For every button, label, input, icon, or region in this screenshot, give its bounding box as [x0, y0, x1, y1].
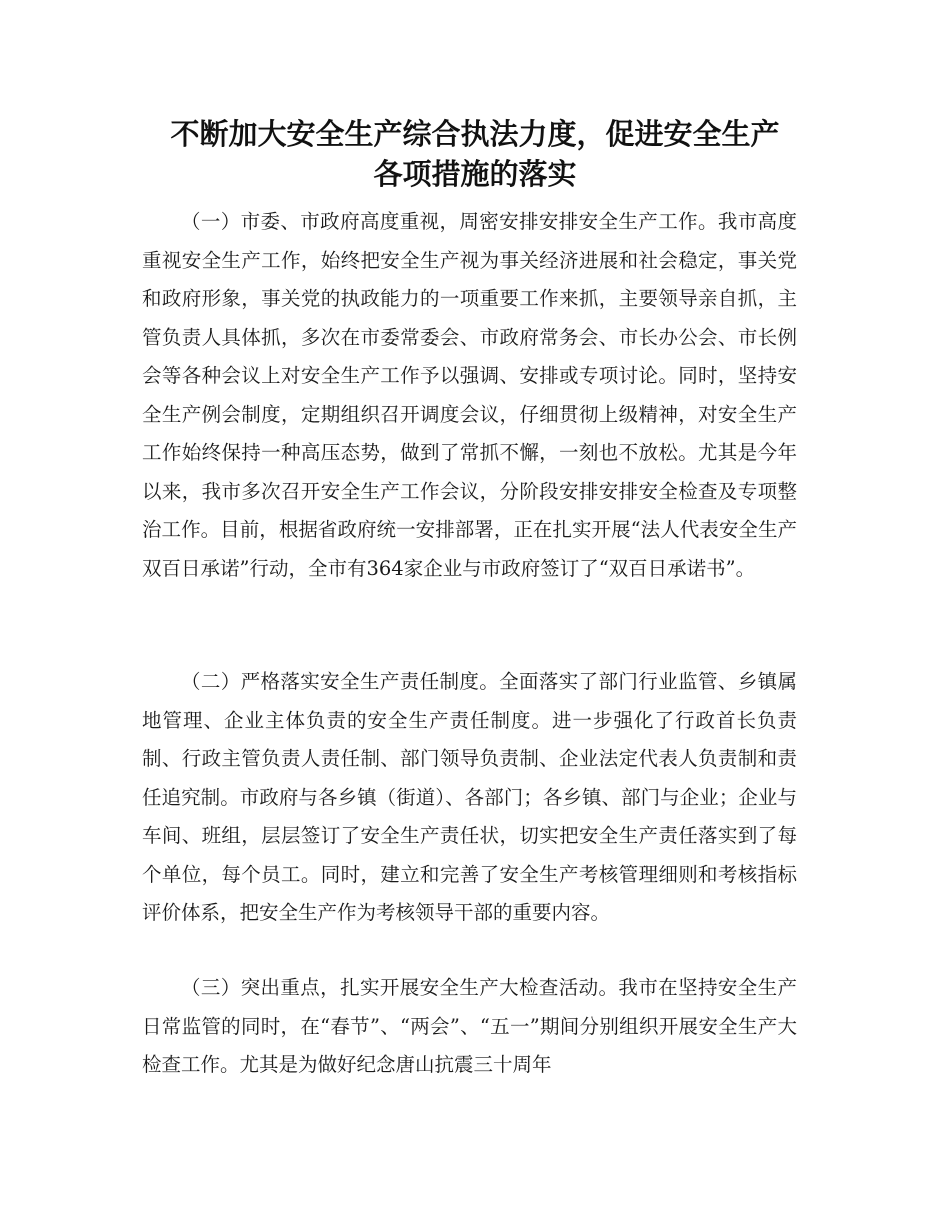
document-title-line-2: 各项措施的落实 — [373, 157, 577, 191]
paragraph-2: （二）严格落实安全生产责任制度。全面落实了部门行业监管、乡镇属地管理、企业主体负责的安全生产责任制度。进一步强化了行政首长负责制、行政主管负责人责任制、部门领导负责制、企业法定代表人负责制和责任追究制。市政府与各乡镇（街道）、各部门；各乡镇、部门与企业；企业与车间、班组，层层签订了安全生产责任状，切实把安全生产责任落实到了每个单位，每个员工。同时，建立和完善了安全生产考核管理细则和考核指标评价体系，把安全生产作为考核领导干部的重要内容。 — [142, 670, 797, 924]
document-title-line-1: 不断加大安全生产综合执法力度，促进安全生产 — [170, 117, 780, 151]
paragraph-1: （一）市委、市政府高度重视，周密安排安排安全生产工作。我市高度重视安全生产工作，始终把安全生产视为事关经济进展和社会稳定，事关党和政府形象，事关党的执政能力的一项重要工作来抓，主要领导亲自抓，主管负责人具体抓，多次在市委常委会、市政府常务会、市长办公会、市长例会等各种会议上对安全生产工作予以强调、安排或专项讨论。同时，坚持安全生产例会制度，定期组织召开调度会议，仔细贯彻上级精神，对安全生产工作始终保持一种高压态势，做到了常抓不懈，一刻也不放松。尤其是今年以来，我市多次召开安全生产工作会议，分阶段安排安排安全检查及专项整治工作。目前，根据省政府统一安排部署，正在扎实开展“法人代表安全生产双百日承诺”行动，全市有364家企业与市政府签订了“双百日承诺书”。 — [142, 210, 797, 580]
paragraph-3: （三）突出重点，扎实开展安全生产大检查活动。我市在坚持安全生产日常监管的同时，在“春节”、“两会”、“五一”期间分别组织开展安全生产大检查工作。尤其是为做好纪念唐山抗震三十周年 — [142, 976, 797, 1076]
